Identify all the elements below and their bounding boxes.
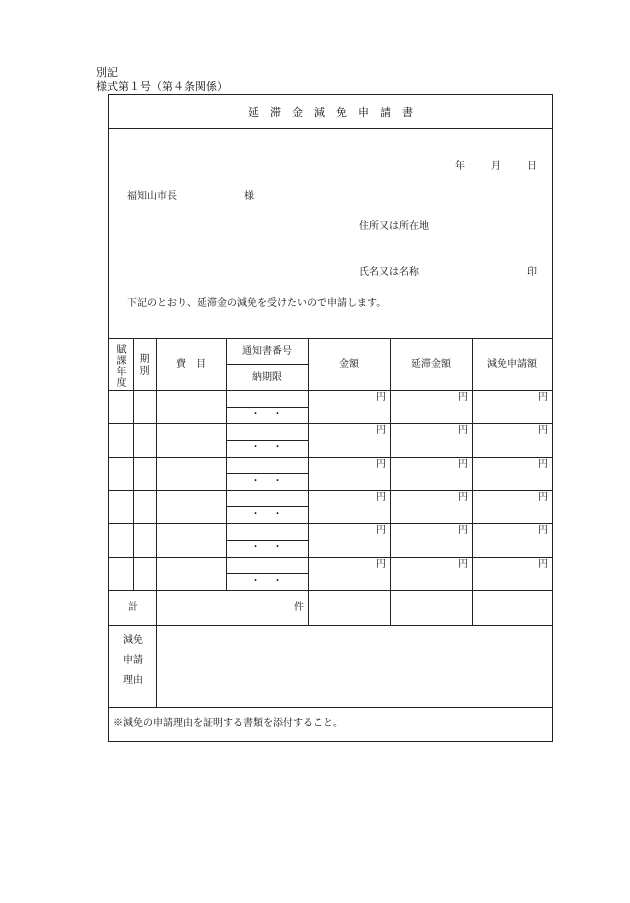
reduction-unit: 円 (538, 425, 548, 437)
amount-unit: 円 (376, 525, 386, 537)
title-divider (109, 128, 552, 129)
due-date-placeholder: ・ ・ (250, 542, 284, 554)
row-inner-divider (226, 407, 308, 408)
row-divider (109, 423, 552, 424)
due-date-placeholder: ・ ・ (250, 508, 284, 520)
seal-mark: 印 (527, 267, 537, 278)
header-due-date: 納期限 (252, 372, 282, 383)
form-caption: 別記 (96, 66, 118, 79)
late-fee-unit: 円 (458, 491, 468, 503)
reduction-unit: 円 (538, 525, 548, 537)
late-fee-unit: 円 (458, 425, 468, 437)
row-divider (109, 490, 552, 491)
total-label: 計 (128, 602, 138, 613)
late-fee-unit: 円 (458, 392, 468, 403)
date-month-label: 月 (491, 161, 501, 172)
form-title: 延 滞 金 減 免 申 請 書 (248, 106, 413, 119)
reason-label: 減免 申請 理由 (123, 635, 143, 686)
amount-unit: 円 (376, 392, 386, 403)
header-inner-divider (226, 364, 308, 365)
row-inner-divider (226, 540, 308, 541)
late-fee-unit: 円 (458, 525, 468, 537)
form-number: 様式第１号（第４条関係） (96, 80, 228, 93)
col-divider-amount (390, 338, 391, 625)
total-bottom-border (109, 625, 552, 626)
reduction-unit: 円 (538, 458, 548, 470)
header-amount: 金額 (339, 359, 359, 370)
header-period: 期 別 (139, 354, 150, 377)
amount-unit: 円 (376, 558, 386, 570)
header-bottom-border (109, 390, 552, 391)
col-divider-late-fee (472, 338, 473, 625)
due-date-placeholder: ・ ・ (250, 575, 284, 587)
row-inner-divider (226, 473, 308, 474)
reduction-unit: 円 (538, 491, 548, 503)
row-divider (109, 523, 552, 524)
reason-bottom-border (109, 707, 552, 708)
date-year-label: 年 (455, 161, 465, 172)
due-date-placeholder: ・ ・ (250, 442, 284, 454)
due-date-placeholder: ・ ・ (250, 475, 284, 487)
request-statement: 下記のとおり、延滞金の減免を受けたいので申請します。 (127, 298, 387, 309)
addressee: 福知山市長 (127, 191, 177, 202)
reduction-unit: 円 (538, 558, 548, 570)
amount-unit: 円 (376, 458, 386, 470)
amount-unit: 円 (376, 425, 386, 437)
attachment-note: ※減免の申請理由を証明する書類を添付すること。 (113, 718, 343, 729)
address-label: 住所又は所在地 (359, 221, 429, 232)
reduction-unit: 円 (538, 392, 548, 403)
application-form (108, 94, 553, 742)
col-divider-period (156, 338, 157, 707)
late-fee-unit: 円 (458, 558, 468, 570)
col-divider-item (226, 338, 227, 590)
due-date-placeholder: ・ ・ (250, 409, 284, 420)
row-inner-divider (226, 506, 308, 507)
header-late-fee: 延滞金額 (411, 359, 451, 370)
total-top-border (109, 590, 552, 591)
table-top-border (109, 338, 552, 339)
col-divider-fiscal-year (133, 338, 134, 590)
col-divider-notice (308, 338, 309, 625)
total-count-unit: 件 (294, 602, 304, 613)
row-divider (109, 457, 552, 458)
row-divider (109, 557, 552, 558)
late-fee-unit: 円 (458, 458, 468, 470)
header-notice-number: 通知書番号 (242, 346, 292, 357)
addressee-honorific: 様 (244, 191, 254, 202)
row-inner-divider (226, 573, 308, 574)
date-day-label: 日 (527, 161, 537, 172)
name-label: 氏名又は名称 (359, 267, 419, 278)
header-reduction-amount: 減免申請額 (487, 359, 537, 370)
amount-unit: 円 (376, 491, 386, 503)
row-inner-divider (226, 440, 308, 441)
header-fiscal-year: 賦 課 年 度 (116, 345, 127, 389)
header-item: 費 目 (176, 359, 206, 370)
